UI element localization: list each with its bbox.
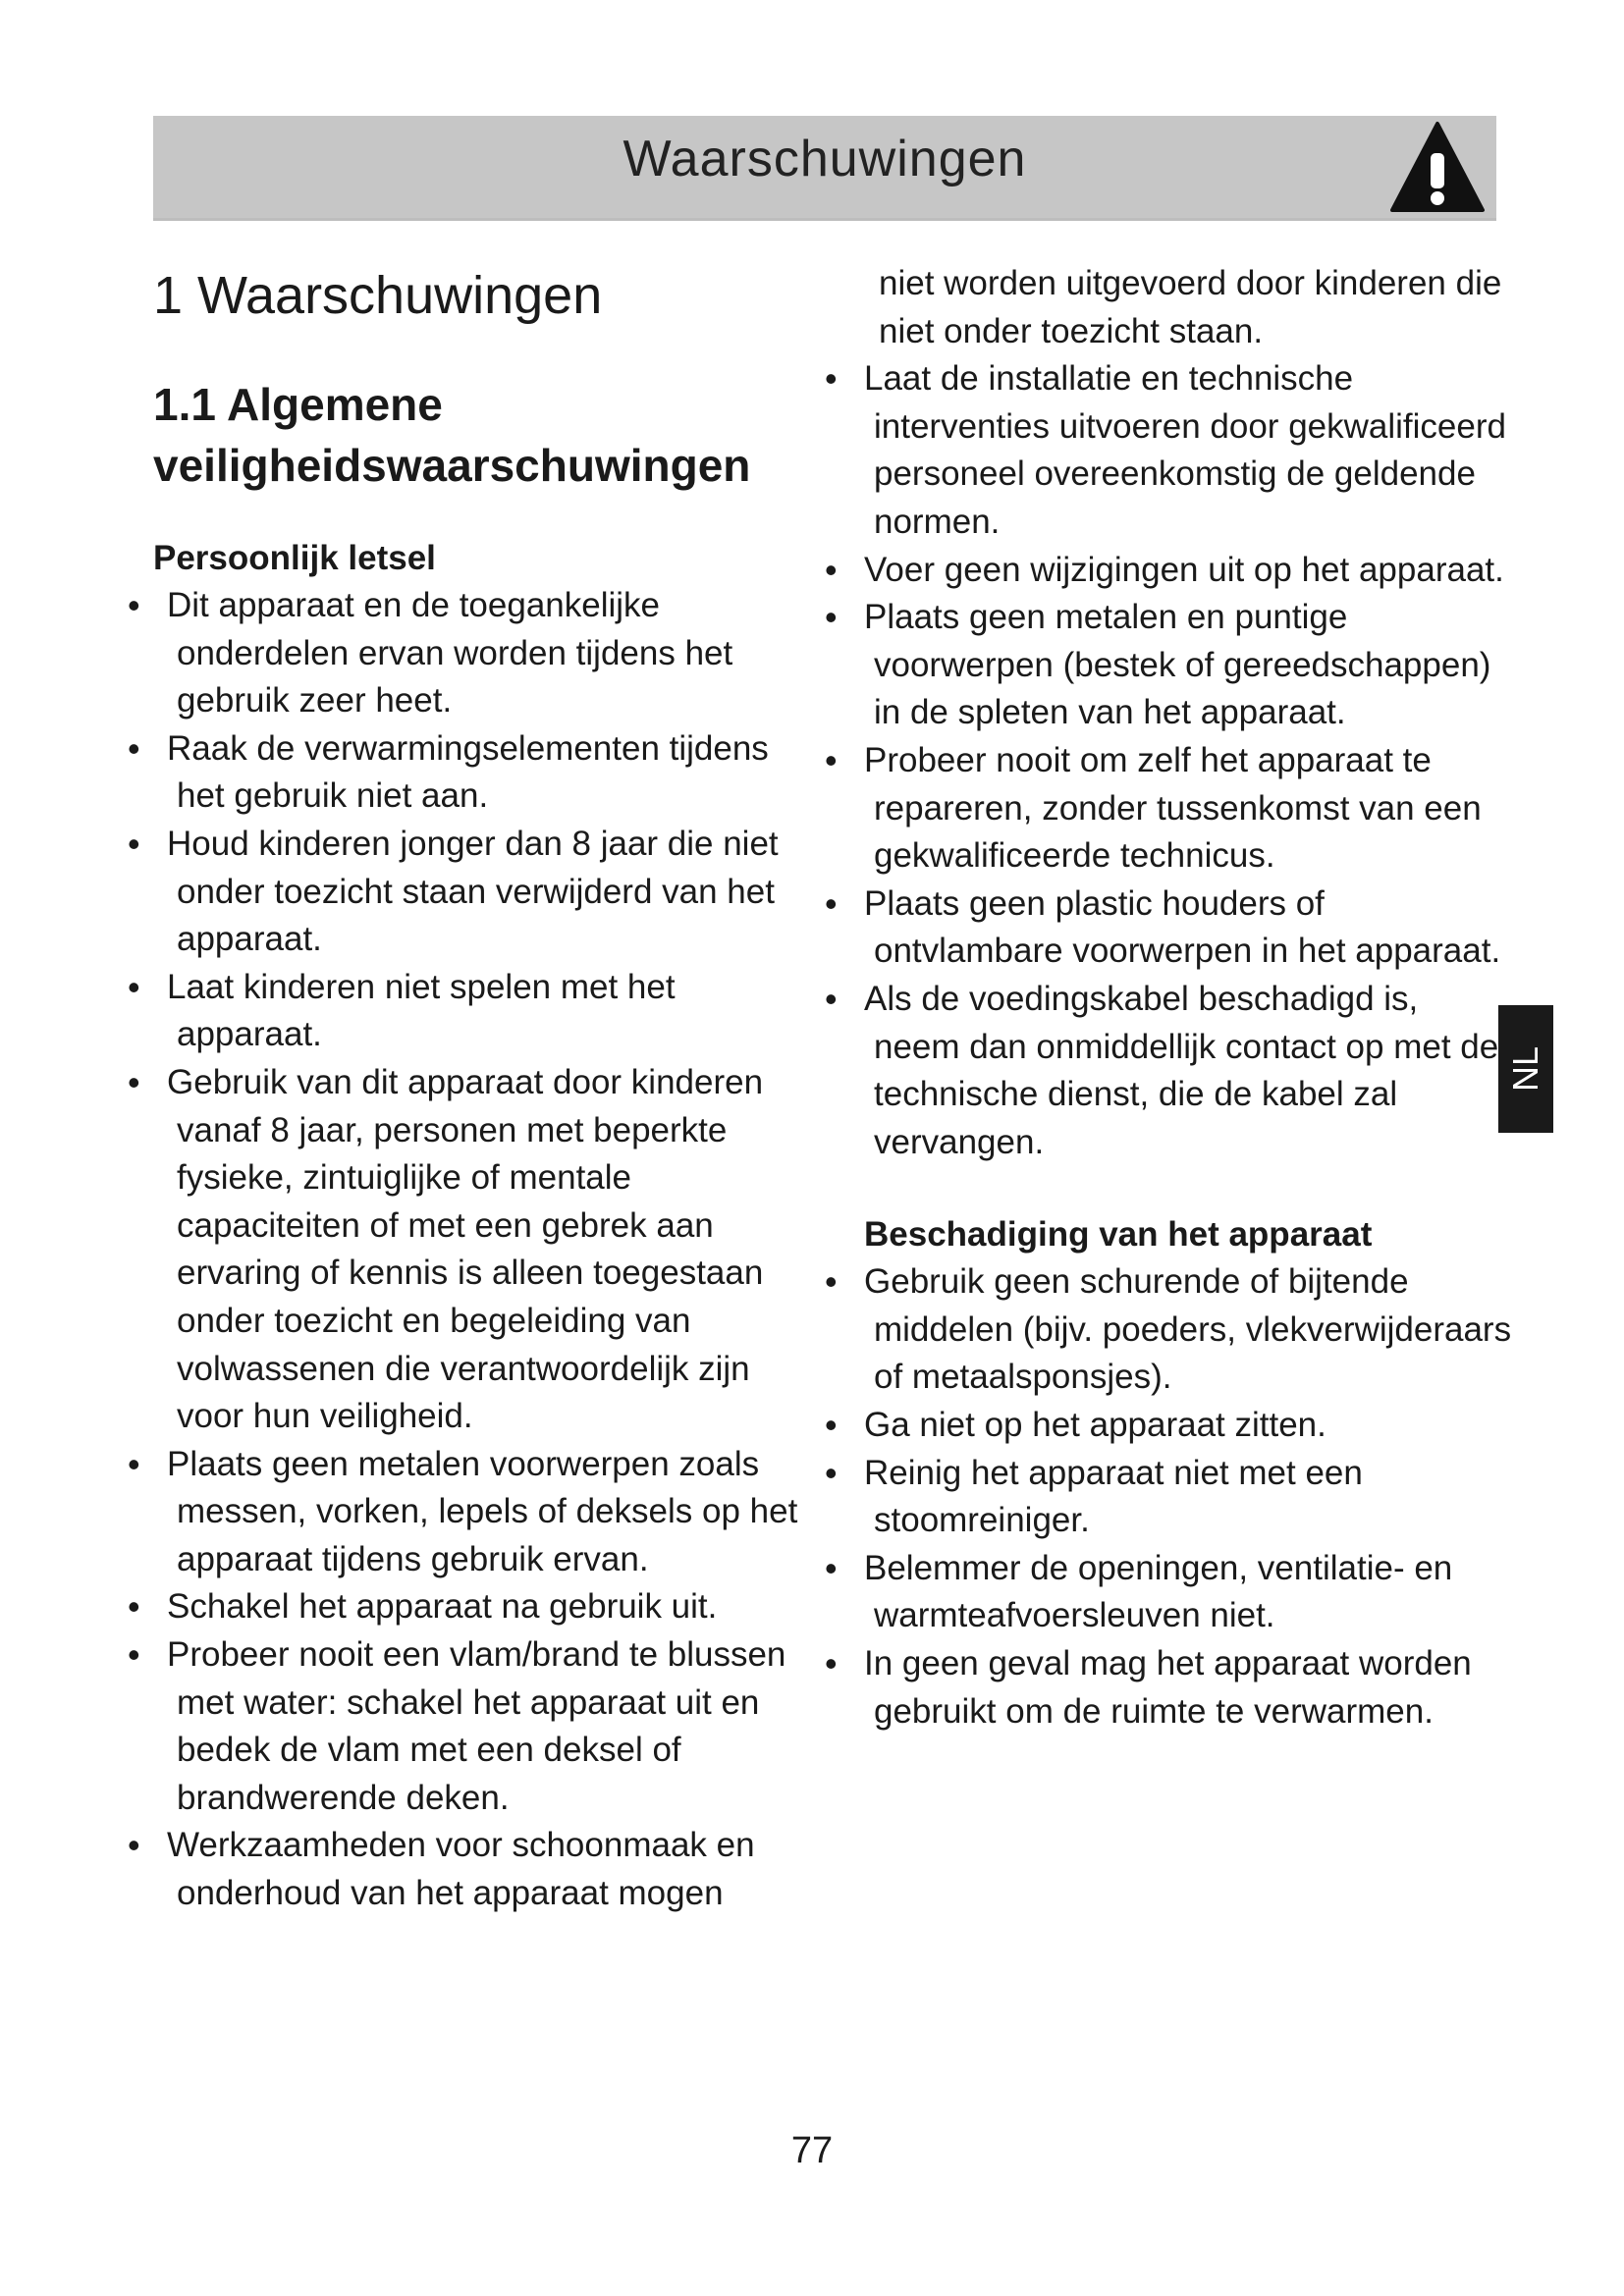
- list-item: • Probeer nooit een vlam/brand te blussen met water: schakel het apparaat uit en bedek de vlam met een deksel of brandwerende deken.: [128, 1631, 815, 1822]
- list-item: • Gebruik geen schurende of bijtende middelen (bijv. poeders, vlekverwijderaars of metaalsponsjes).: [825, 1258, 1512, 1402]
- language-tab: [1498, 1005, 1553, 1133]
- list-item: • Gebruik van dit apparaat door kinderen vanaf 8 jaar, personen met beperkte fysieke, zintuiglijke of mentale capaciteiten of met een gebrek aan ervaring of kennis is alleen toegestaan onder toezicht en begeleiding van volwassenen die verantwoordelijk zijn voor hun veiligheid.: [128, 1059, 815, 1441]
- list-item: • Plaats geen plastic houders of ontvlambare voorwerpen in het apparaat.: [825, 881, 1512, 976]
- header-bar: [153, 116, 1496, 221]
- list-item: • Werkzaamheden voor schoonmaak en onderhoud van het apparaat mogen: [128, 1822, 815, 1917]
- damage-heading: Beschadiging van het apparaat: [864, 1215, 1373, 1255]
- list-item: • Plaats geen metalen en puntige voorwerpen (bestek of gereedschappen) in de spleten van het apparaat.: [825, 594, 1512, 737]
- list-item: • Plaats geen metalen voorwerpen zoals messen, vorken, lepels of deksels op het apparaat tijdens gebruik ervan.: [128, 1441, 815, 1584]
- list-item: • Laat de installatie en technische interventies uitvoeren door gekwalificeerd personeel overeenkomstig de geldende normen.: [825, 355, 1512, 546]
- list-item: • Houd kinderen jonger dan 8 jaar die niet onder toezicht staan verwijderd van het apparaat.: [128, 821, 815, 964]
- subsection-title: 1.1 Algemene veiligheidswaarschuwingen: [153, 379, 751, 491]
- list-item: • Reinig het apparaat niet met een stoomreiniger.: [825, 1450, 1512, 1545]
- list-item: • Probeer nooit om zelf het apparaat te repareren, zonder tussenkomst van een gekwalificeerde technicus.: [825, 737, 1512, 881]
- list-item: • Dit apparaat en de toegankelijke onderdelen ervan worden tijdens het gebruik zeer heet.: [128, 582, 815, 725]
- personal-injury-heading: Persoonlijk letsel: [153, 539, 436, 577]
- warning-triangle-icon: [1388, 120, 1487, 214]
- page-number: 77: [790, 2130, 834, 2171]
- language-tab-label: NL: [1505, 1045, 1545, 1093]
- list-item: • Ga niet op het apparaat zitten.: [825, 1402, 1512, 1450]
- left-column: [128, 250, 815, 1918]
- right-column: [825, 250, 1512, 1735]
- list-item: • Schakel het apparaat na gebruik uit.: [128, 1583, 815, 1631]
- list-item: • Raak de verwarmingselementen tijdens het gebruik niet aan.: [128, 725, 815, 821]
- personal-injury-list: [128, 582, 815, 1918]
- list-item: • In geen geval mag het apparaat worden gebruikt om de ruimte te verwarmen.: [825, 1640, 1512, 1735]
- list-item-continuation: niet worden uitgevoerd door kinderen die niet onder toezicht staan.: [879, 264, 1502, 350]
- header-title: Waarschuwingen: [623, 131, 1027, 187]
- list-item: • Voer geen wijzigingen uit op het apparaat.: [825, 547, 1512, 595]
- list-item: • Als de voedingskabel beschadigd is, neem dan onmiddellijk contact op met de technische dienst, die de kabel zal vervangen.: [825, 976, 1512, 1166]
- section-title: 1 Waarschuwingen: [153, 266, 603, 325]
- damage-list: [825, 1258, 1512, 1735]
- list-item: • Laat kinderen niet spelen met het apparaat.: [128, 964, 815, 1059]
- list-item: • Belemmer de openingen, ventilatie- en warmteafvoersleuven niet.: [825, 1545, 1512, 1640]
- personal-injury-list-continued: [825, 355, 1512, 1166]
